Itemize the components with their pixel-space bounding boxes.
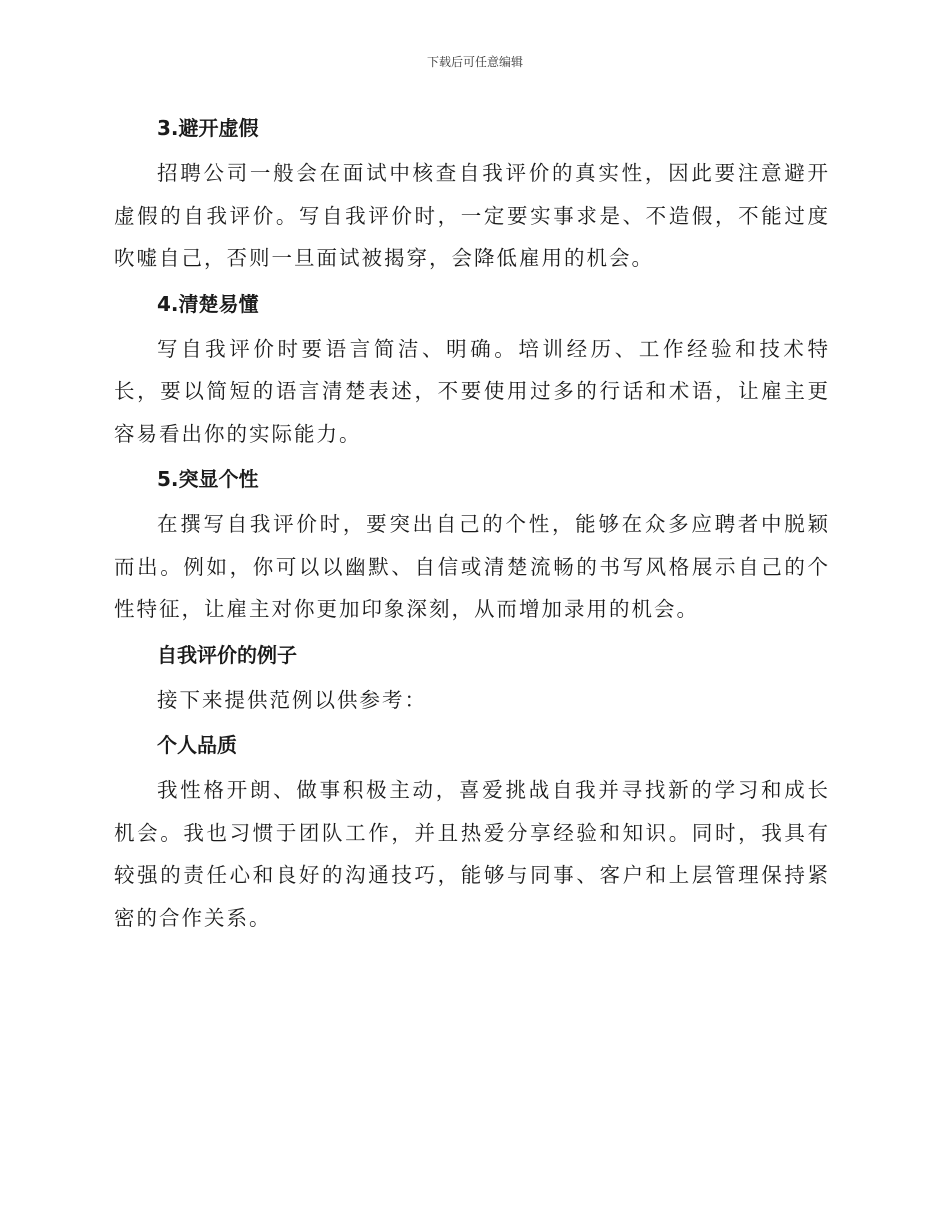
section-personal-qualities — [114, 727, 830, 939]
section-avoid-falsehood — [114, 110, 830, 280]
section-heading: 4.清楚易懂 — [157, 291, 259, 316]
section-highlight-personality — [114, 461, 830, 631]
section-heading: 自我评价的例子 — [157, 642, 297, 667]
section-paragraph: 我性格开朗、做事积极主动，喜爱挑战自我并寻找新的学习和成长机会。我也习惯于团队工作，并且热爱分享经验和知识。同时，我具有较强的责任心和良好的沟通技巧，能够与同事、客户和上层管理保持紧密的合作关系。 — [114, 778, 830, 930]
section-examples — [114, 637, 830, 722]
section-heading: 5.突显个性 — [157, 467, 259, 491]
section-paragraph: 招聘公司一般会在面试中核查自我评价的真实性，因此要注意避开虚假的自我评价。写自我评价时，一定要实事求是、不造假，不能过度吹嘘自己，否则一旦面试被揭穿，会降低雇用的机会。 — [114, 161, 830, 270]
section-heading: 个人品质 — [157, 733, 237, 757]
section-paragraph: 接下来提供范例以供参考： — [157, 687, 427, 712]
section-clear-understandable — [114, 286, 830, 456]
page-header: 下载后可任意编辑 — [426, 55, 523, 69]
section-paragraph: 在撰写自我评价时，要突出自己的个性，能够在众多应聘者中脱颖而出。例如，你可以以幽默、自信或清楚流畅的书写风格展示自己的个性特征，让雇主对你更加印象深刻，从而增加录用的机会。 — [114, 512, 830, 621]
document-body — [114, 110, 830, 939]
section-heading: 3.避开虚假 — [157, 116, 259, 140]
section-paragraph: 写自我评价时要语言简洁、明确。培训经历、工作经验和技术特长，要以简短的语言清楚表述，不要使用过多的行话和术语，让雇主更容易看出你的实际能力。 — [114, 336, 830, 446]
